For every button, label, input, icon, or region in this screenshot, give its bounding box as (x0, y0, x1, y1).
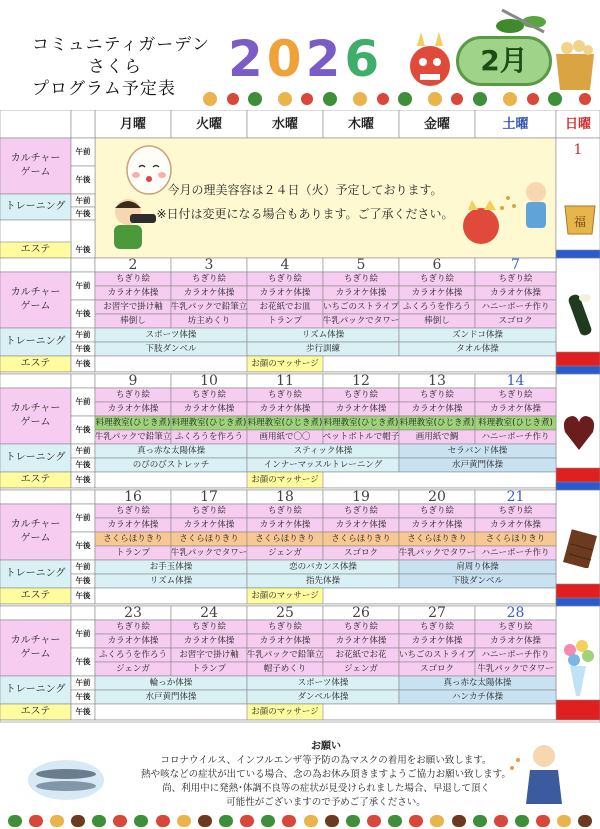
activity-culture-am2: カラオケ体操 (411, 287, 463, 298)
footer-bead (282, 815, 296, 827)
label-am: 午前 (75, 330, 91, 340)
date-26: 26 (352, 606, 370, 620)
activity-culture-am2: カラオケ体操 (183, 519, 235, 530)
activity-training-am: スポーツ体操 (297, 677, 349, 688)
activity-culture-am2: カラオケ体操 (107, 635, 159, 646)
weekday-2: 火曜 (195, 116, 222, 132)
activity-culture-am: ちぎり絵 (498, 389, 533, 400)
activity-training-pm: 水戸黄門体操 (451, 459, 503, 470)
request-line-4: 可能性がございますので予めご了承ください。 (226, 797, 426, 808)
label-pm: 午後 (75, 425, 91, 435)
label-pm: 午後 (75, 576, 91, 586)
label-pm: 午後 (75, 541, 91, 551)
date-12: 12 (352, 374, 370, 388)
footer-bead (409, 815, 423, 827)
activity-culture-am2: カラオケ体操 (335, 403, 387, 414)
label-am: 午前 (75, 195, 91, 205)
activity-culture-pm2: 牛乳パックでタワー (323, 315, 399, 326)
date-3: 3 (204, 258, 214, 272)
header (0, 0, 600, 110)
activity-culture-pm2: スゴロク (343, 547, 378, 558)
footer-bead (198, 815, 212, 827)
activity-culture-am2: カラオケ体操 (183, 403, 235, 414)
footer-bead (367, 815, 381, 827)
category-culture: カルチャー ゲーム (10, 635, 61, 660)
activity-culture-pm2: ハニーポーチ作り (481, 547, 550, 558)
activity-culture-pm2: ジェンガ (268, 547, 302, 558)
activity-este: お顔のマッサージ (251, 358, 319, 369)
activity-culture-pm: お花紙でお皿 (259, 301, 311, 312)
date-7: 7 (511, 258, 520, 272)
activity-culture-pm2: 牛乳パックで鉛筆立 (95, 431, 171, 442)
month-badge: 2月 (456, 36, 552, 86)
label-am: 午前 (75, 629, 91, 639)
footer-bead (240, 815, 254, 827)
activity-culture-am2: カラオケ体操 (490, 519, 541, 530)
activity-culture-am2: カラオケ体操 (183, 287, 235, 298)
activity-culture-am: ちぎり絵 (267, 505, 302, 516)
activity-culture-pm2: スゴロク (498, 315, 533, 326)
activity-culture-am2: カラオケ体操 (183, 635, 235, 646)
header-decoration (195, 90, 600, 108)
fuku-bean-box-icon (563, 196, 597, 236)
sardine-icon (26, 752, 106, 804)
activity-culture-am: ちぎり絵 (115, 621, 150, 632)
footer-bead (71, 815, 85, 827)
date-1: 1 (573, 142, 583, 158)
activity-culture-am: ちぎり絵 (498, 273, 533, 284)
footer-bead (452, 815, 466, 827)
svg-text:福: 福 (573, 215, 587, 229)
footer-bead (515, 815, 529, 827)
label-pm: 午後 (75, 175, 91, 185)
activity-culture-pm: さくらほりきり (255, 533, 315, 544)
activity-culture-pm2: 牛乳パックでタワー (399, 547, 475, 558)
activity-culture-pm2: トランプ (267, 315, 302, 326)
activity-training-am: 肩周り体操 (456, 561, 499, 572)
activity-culture-am2: カラオケ体操 (107, 403, 159, 414)
activity-culture-pm: お習字で掛け軸 (179, 649, 239, 660)
activity-training-am: 輪っか体操 (149, 677, 193, 688)
date-18: 18 (276, 490, 294, 504)
activity-culture-am: ちぎり絵 (267, 389, 302, 400)
activity-este: お顔のマッサージ (251, 590, 319, 601)
date-6: 6 (432, 258, 442, 272)
title-line-2: さくら (88, 57, 142, 77)
label-am: 午前 (75, 147, 91, 157)
category-training: トレーニング (5, 452, 66, 463)
activity-culture-am2: カラオケ体操 (411, 635, 463, 646)
date-13: 13 (428, 374, 446, 388)
chocolate-bar-icon (563, 528, 597, 568)
category-este: エステ (20, 706, 51, 717)
okame-mask-icon (124, 143, 174, 195)
activity-training-pm: ハンカチ体操 (451, 691, 503, 702)
weekday-7: 日曜 (564, 116, 591, 132)
activity-training-pm: インナーマッスルトレーニング (263, 459, 383, 470)
date-14: 14 (506, 374, 525, 388)
ehomaki-boy-icon (100, 192, 160, 252)
activity-training-pm: タオル体操 (456, 343, 499, 354)
label-am: 午前 (75, 678, 91, 688)
activity-culture-pm2: 坊主めくり (187, 315, 231, 326)
activity-culture-am: ちぎり絵 (343, 505, 378, 516)
activity-culture-am: ちぎり絵 (191, 389, 226, 400)
activity-culture-pm2: トランプ (115, 547, 150, 558)
footer-bead (29, 815, 43, 827)
activity-culture-am2: カラオケ体操 (411, 519, 463, 530)
date-25: 25 (276, 606, 294, 620)
activity-training-pm: リズム体操 (149, 575, 193, 586)
activity-culture-am: ちぎり絵 (191, 273, 226, 284)
label-pm: 午後 (75, 475, 91, 485)
footer-bead (346, 815, 360, 827)
flower-bouquet-icon (558, 636, 598, 700)
activity-culture-am: ちぎり絵 (343, 273, 378, 284)
activity-training-pm: 歩行訓練 (305, 343, 340, 354)
activity-culture-pm2: ペットボトルで帽子 (323, 431, 399, 442)
notice-line-2: ※日付は変更になる場合もあります。ご了承ください。 (156, 207, 454, 221)
activity-culture-am2: カラオケ体操 (490, 635, 541, 646)
activity-culture-pm2: 牛乳パックでタワー (477, 663, 554, 674)
notice-text (130, 178, 480, 226)
activity-culture-am: ちぎり絵 (419, 621, 454, 632)
date-28: 28 (506, 606, 525, 620)
label-am: 午前 (75, 397, 91, 407)
activity-culture-am: ちぎり絵 (115, 389, 150, 400)
activity-training-pm: 指先体操 (305, 575, 340, 586)
date-23: 23 (124, 606, 142, 620)
date-2: 2 (128, 258, 138, 272)
activity-culture-am: ちぎり絵 (115, 273, 150, 284)
category-training: トレーニング (5, 201, 66, 212)
date-20: 20 (428, 490, 446, 504)
category-este: エステ (20, 358, 51, 369)
activity-culture-pm: 牛乳パックで鉛筆立 (171, 301, 247, 312)
activity-culture-pm: 料理教室(ひじき煮) (399, 417, 475, 428)
activity-culture-am: ちぎり絵 (191, 621, 226, 632)
label-pm: 午後 (75, 344, 91, 354)
year-digit: 6 (344, 30, 384, 88)
activity-culture-am2: カラオケ体操 (335, 519, 387, 530)
footer-bead (578, 815, 592, 827)
activity-culture-am2: カラオケ体操 (490, 287, 541, 298)
activity-culture-pm: 料理教室(ひじき煮) (478, 417, 553, 428)
footer-bead (557, 815, 571, 827)
category-culture: カルチャー ゲーム (10, 153, 61, 178)
label-pm: 午後 (75, 309, 91, 319)
activity-culture-pm2: ふくろうを作ろう (174, 431, 243, 442)
title-line-1: コミュニティガーデン (32, 35, 210, 55)
request-line-1: コロナウイルス、インフルエンザ等予防の為マスクの着用をお願い致します。 (160, 755, 492, 766)
category-training: トレーニング (5, 684, 66, 695)
activity-training-am: リズム体操 (301, 329, 345, 340)
date-9: 9 (128, 374, 138, 388)
footer-bead (494, 815, 508, 827)
footer-bead (92, 815, 106, 827)
label-pm: 午後 (75, 707, 91, 717)
weekday-1: 月曜 (119, 116, 146, 132)
weekday-4: 木曜 (347, 116, 374, 132)
activity-este: お顔のマッサージ (251, 706, 319, 717)
activity-culture-pm: さくらほりきり (485, 533, 546, 544)
footer-bead (177, 815, 191, 827)
activity-culture-pm: さくらほりきり (103, 533, 163, 544)
ehomaki-roll-icon (565, 292, 595, 338)
footer-bead (156, 815, 170, 827)
footer-bead (430, 815, 444, 827)
activity-culture-pm: お習字で掛け軸 (103, 301, 163, 312)
date-19: 19 (352, 490, 370, 504)
activity-culture-pm2: 牛乳パックでタワー (171, 547, 247, 558)
activity-culture-pm: 料理教室(ひじき煮) (95, 417, 171, 428)
activity-culture-pm2: 画用紙で鯛 (415, 431, 459, 442)
activity-training-am: 真っ赤な太陽体操 (443, 677, 512, 688)
footer-bead (50, 815, 64, 827)
footer-bead (8, 815, 22, 827)
activity-training-am: セラバンド体操 (447, 445, 508, 456)
activity-culture-pm: 料理教室(ひじき煮) (247, 417, 323, 428)
activity-training-am: ズンドコ体操 (452, 329, 503, 340)
activity-training-pm: のびのびストレッチ (132, 459, 210, 470)
activity-culture-pm2: トランプ (191, 663, 226, 674)
label-am: 午前 (75, 513, 91, 523)
category-culture: カルチャー ゲーム (10, 287, 61, 312)
category-culture: カルチャー ゲーム (10, 519, 61, 544)
activity-culture-am2: カラオケ体操 (259, 403, 311, 414)
category-este: エステ (20, 474, 51, 485)
activity-culture-pm2: ハニーポーチ作り (481, 431, 550, 442)
footer-bead (536, 815, 550, 827)
activity-training-am: スティック体操 (293, 445, 353, 456)
activity-culture-am: ちぎり絵 (343, 621, 378, 632)
activity-culture-am2: カラオケ体操 (490, 403, 541, 414)
notice-line-1: 今月の理美容容は２４日（火）予定しております。 (167, 183, 443, 197)
activity-culture-pm: ハニーポーチ作り (481, 301, 550, 312)
activity-training-pm: ダンベル体操 (297, 691, 349, 702)
bean-box-icon (552, 34, 598, 92)
footer-bead (219, 815, 233, 827)
year-digit: 2 (228, 30, 267, 88)
activity-culture-pm: さくらほりきり (179, 533, 239, 544)
activity-culture-pm: ふくろうを作ろう (98, 649, 167, 660)
label-pm: 午後 (75, 657, 91, 667)
activity-culture-pm: さくらほりきり (407, 533, 467, 544)
activity-culture-pm: ハニーポーチ作り (481, 649, 550, 660)
weekday-5: 金曜 (423, 116, 450, 132)
chocolate-heart-icon (562, 410, 596, 454)
activity-culture-pm2: ジェンガ (344, 663, 378, 674)
activity-culture-am: ちぎり絵 (267, 621, 302, 632)
activity-training-am: 恋のバカンス体操 (289, 561, 357, 572)
date-27: 27 (428, 606, 446, 620)
activity-culture-pm2: 帽子めくり (263, 663, 307, 674)
weekday-6: 土曜 (502, 116, 529, 132)
activity-culture-pm: さくらほりきり (331, 533, 391, 544)
category-este: エステ (20, 590, 51, 601)
activity-culture-pm2: ジェンガ (116, 663, 150, 674)
bean-throw-scene-icon (456, 178, 556, 254)
activity-culture-pm: 牛乳パックで鉛筆立 (247, 649, 323, 660)
activity-culture-am2: カラオケ体操 (411, 403, 463, 414)
weekday-3: 水曜 (271, 116, 298, 132)
footer-decoration (0, 812, 600, 829)
label-am: 午前 (75, 446, 91, 456)
activity-culture-am2: カラオケ体操 (107, 287, 159, 298)
request-line-3: 尚、利用中に発熱･体調不良等の症状が見受けられました場合、早退して頂く (162, 783, 490, 794)
label-pm: 午後 (75, 591, 91, 601)
activity-training-pm: 水戸黄門体操 (145, 691, 197, 702)
category-training: トレーニング (5, 336, 66, 347)
label-pm: 午後 (75, 208, 91, 218)
date-10: 10 (200, 374, 218, 388)
activity-culture-pm: お花紙でお花 (335, 649, 387, 660)
activity-culture-am: ちぎり絵 (498, 621, 533, 632)
label-pm: 午後 (75, 460, 91, 470)
activity-culture-am2: カラオケ体操 (259, 635, 311, 646)
activity-culture-pm2: 棒倒し (424, 315, 450, 326)
date-4: 4 (280, 258, 290, 272)
activity-culture-am2: カラオケ体操 (107, 519, 159, 530)
activity-training-pm: 下肢ダンベル (145, 343, 197, 354)
label-am: 午前 (75, 562, 91, 572)
activity-training-am: お手玉体操 (149, 561, 193, 572)
footer-bead (473, 815, 487, 827)
footer-bead (113, 815, 127, 827)
activity-culture-am: ちぎり絵 (115, 505, 150, 516)
year-digit: 2 (305, 30, 345, 88)
footer-bead (304, 815, 318, 827)
activity-culture-am: ちぎり絵 (267, 273, 302, 284)
request-line-2: 熱や咳などの症状が出ている場合、念の為お休み頂きますようご協力お願い致します。 (141, 769, 511, 780)
activity-culture-am2: カラオケ体操 (259, 519, 311, 530)
activity-culture-am: ちぎり絵 (419, 505, 454, 516)
date-17: 17 (200, 490, 218, 504)
activity-culture-pm: いちごのストライプ (323, 301, 399, 312)
date-5: 5 (356, 258, 366, 272)
label-pm: 午後 (75, 359, 91, 369)
activity-training-pm: 下肢ダンベル (451, 575, 504, 586)
activity-training-am: 真っ赤な太陽体操 (136, 445, 205, 456)
activity-culture-am: ちぎり絵 (419, 389, 454, 400)
activity-culture-pm: ふくろうを作ろう (402, 301, 471, 312)
date-21: 21 (506, 490, 525, 504)
activity-culture-am: ちぎり絵 (191, 505, 226, 516)
activity-culture-pm2: スゴロク (419, 663, 454, 674)
category-training: トレーニング (5, 568, 66, 579)
label-pm: 午後 (75, 692, 91, 702)
activity-culture-pm2: 画用紙で〇〇 (259, 431, 311, 442)
footer-bead (325, 815, 339, 827)
activity-culture-am: ちぎり絵 (419, 273, 454, 284)
label-pm: 午後 (75, 245, 91, 255)
activity-culture-pm: いちごのストライプ (399, 649, 475, 660)
category-culture: カルチャー ゲーム (10, 403, 61, 428)
title-line-3: プログラム予定表 (32, 79, 176, 99)
footer-bead (261, 815, 275, 827)
year-label (228, 30, 383, 88)
activity-culture-pm: 料理教室(ひじき煮) (171, 417, 247, 428)
date-16: 16 (124, 490, 142, 504)
activity-culture-pm2: 棒倒し (120, 315, 146, 326)
activity-culture-am: ちぎり絵 (498, 505, 533, 516)
holly-sardine-icon (490, 2, 550, 38)
footer-bead (388, 815, 402, 827)
activity-culture-am2: カラオケ体操 (335, 287, 387, 298)
activity-culture-am2: カラオケ体操 (259, 287, 311, 298)
category-este: エステ (20, 244, 51, 255)
year-digit: 0 (266, 30, 306, 88)
activity-culture-am2: カラオケ体操 (335, 635, 387, 646)
activity-este: お顔のマッサージ (251, 474, 319, 485)
request-heading: お願い (311, 741, 341, 752)
activity-culture-am: ちぎり絵 (343, 389, 378, 400)
footer-bead (134, 815, 148, 827)
date-11: 11 (276, 374, 294, 388)
activity-culture-pm: 料理教室(ひじき煮) (323, 417, 399, 428)
date-24: 24 (200, 606, 218, 620)
activity-training-am: スポーツ体操 (145, 329, 197, 340)
request-notice (96, 740, 556, 810)
label-am: 午前 (75, 281, 91, 291)
